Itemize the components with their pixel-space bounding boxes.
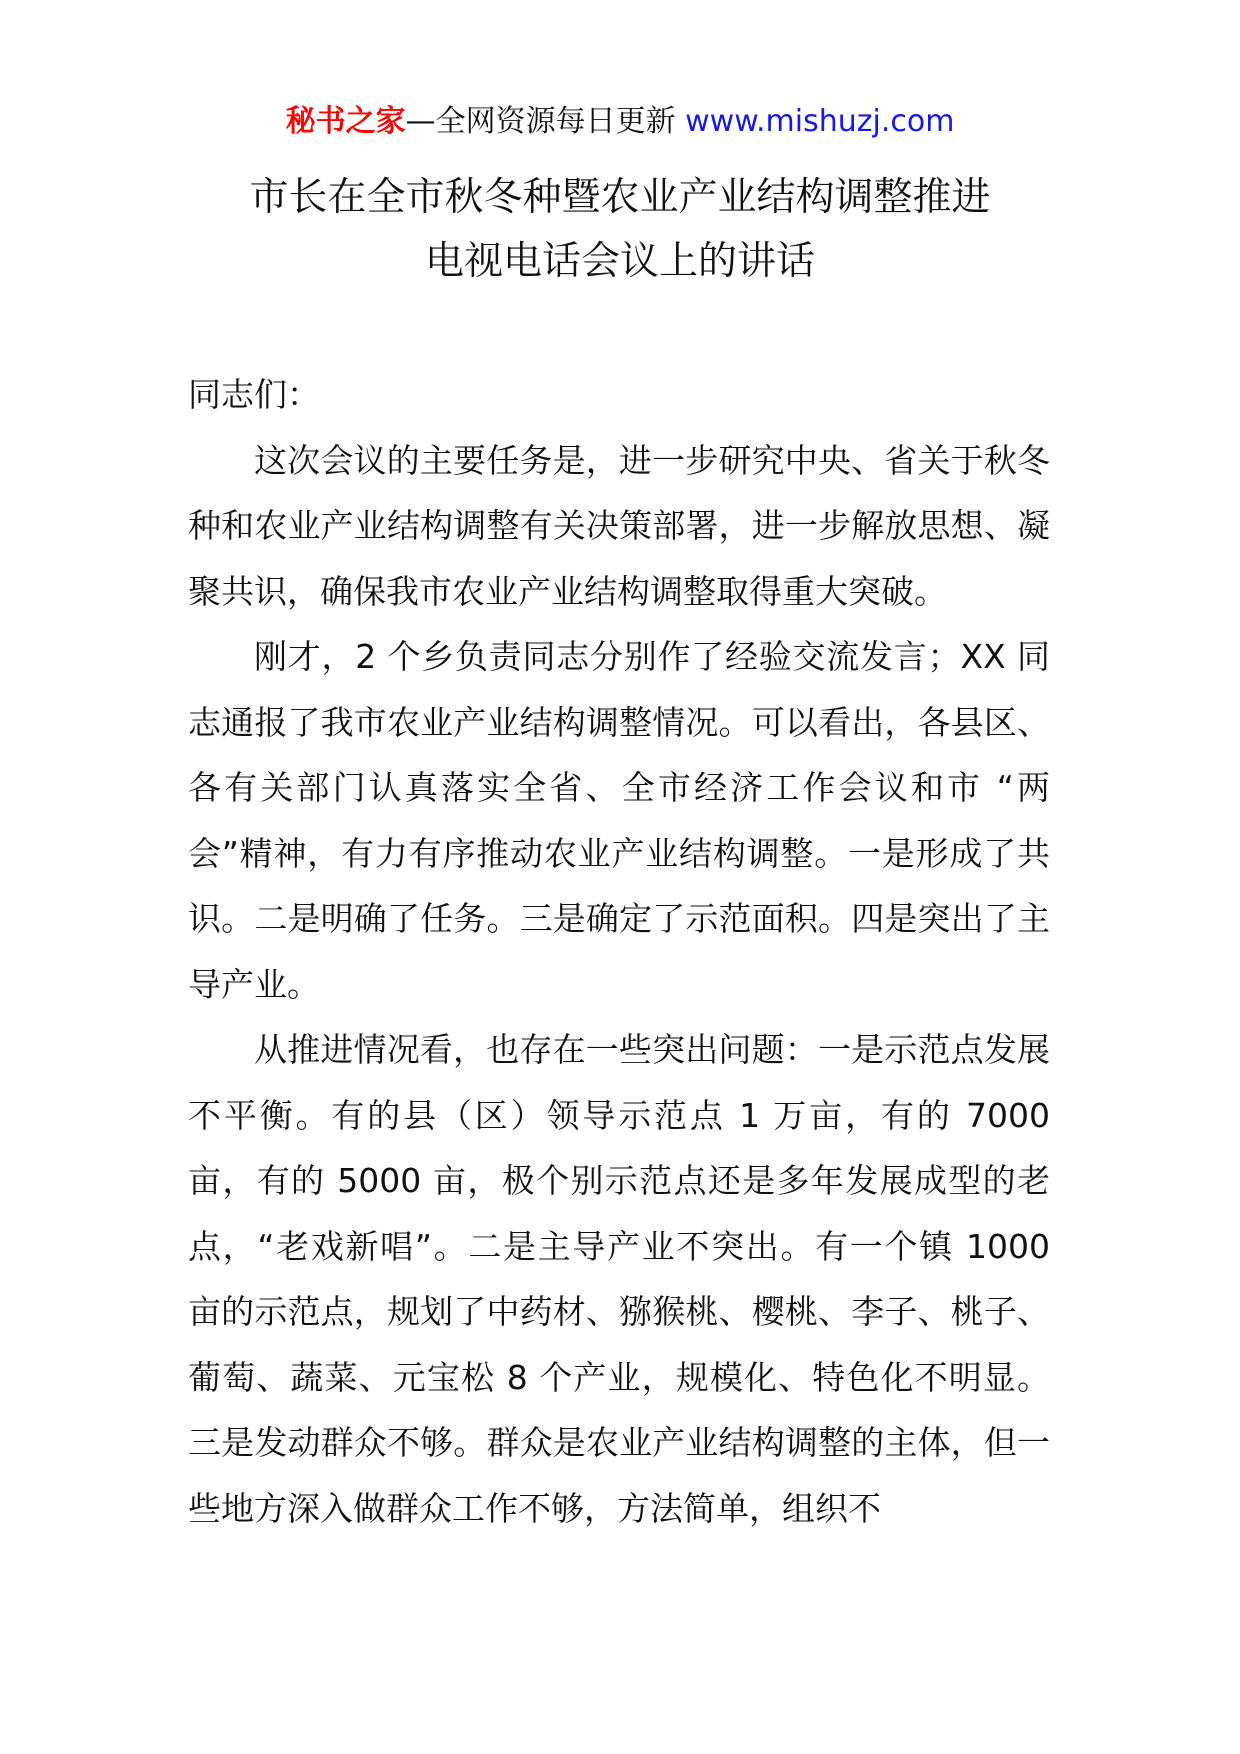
document-title [0, 166, 1240, 294]
brand-name: 秘书之家 [285, 104, 406, 139]
website-link[interactable]: www.mishuzj.com [685, 104, 955, 139]
paragraph-3: 从推进情况看，也存在一些突出问题：一是示范点发展不平衡。有的县（区）领导示范点 1 万亩，有的 7000 亩，有的 5000 亩，极个别示范点还是多年发展成型的老点，“老戏新唱”。二是主导产业不突出。有一个镇 1000 亩的示范点，规划了中药材、猕猴桃、樱桃、李子、桃子、葡萄、蔬菜、元宝松 8 个产业，规模化、特色化不明显。三是发动群众不够。群众是农业产业结构调整的主体，但一些地方深入做群众工作不够，方法简单，组织不 [188, 1030, 1050, 1528]
title-line-1: 市长在全市秋冬种暨农业产业结构调整推进 [249, 175, 991, 220]
document-body [188, 362, 1050, 1541]
site-banner [0, 100, 1240, 144]
paragraph-2: 刚才，2 个乡负责同志分别作了经验交流发言；XX 同志通报了我市农业产业结构调整情况。可以看出，各县区、各有关部门认真落实全省、全市经济工作会议和市 “两会”精神，有力有序推动农业产业结构调整。一是形成了共识。二是明确了任务。三是确定了示范面积。四是突出了主导产业。 [188, 637, 1050, 1004]
salutation: 同志们： [188, 375, 320, 414]
banner-slogan: —全网资源每日更新 [405, 104, 686, 139]
paragraph-1: 这次会议的主要任务是，进一步研究中央、省关于秋冬种和农业产业结构调整有关决策部署，进一步解放思想、凝聚共识，确保我市农业产业结构调整取得重大突破。 [188, 440, 1050, 611]
title-line-2: 电视电话会议上的讲话 [424, 239, 815, 284]
